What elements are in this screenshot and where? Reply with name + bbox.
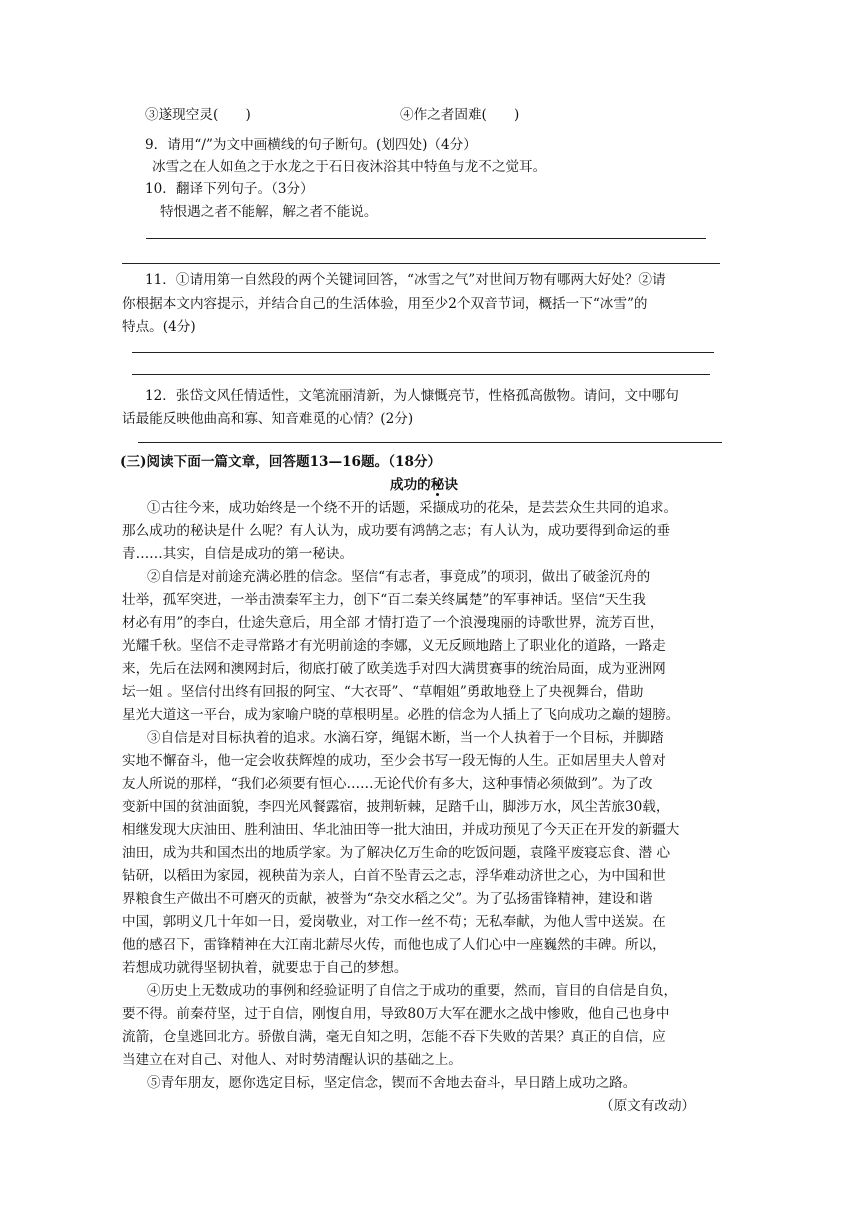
article-line: 油田，成为共和国杰出的地质学家。为了解决亿万生命的吃饭问题，袁隆平废寝忘食、潜 心 — [122, 845, 671, 861]
q10-answer-line-2[interactable] — [122, 263, 720, 264]
article-line: 界粮食生产做出不可磨灭的贡献，被誉为“杂交水稻之父”。为了弘扬雷锋精神，建设和谐 — [122, 891, 653, 907]
q11-line-2: 你根据本文内容提示，并结合自己的生活体验，用至少2个双音节词，概括一下“冰雪”的 — [122, 296, 648, 312]
article-line: 青……其实，自信是成功的第一秘诀。 — [122, 546, 354, 562]
article-line: 壮举，孤军突进，一举击溃秦军主力，创下“百二秦关终属楚”的军事神话。坚信“天生我 — [122, 592, 646, 608]
q10-sentence: 特恨遇之者不能解，解之者不能说。 — [160, 204, 378, 220]
article-title-pre: 成功的 — [390, 477, 431, 493]
q9-sentence: 冰雪之在人如鱼之于水龙之于石日夜沐浴其中特鱼与龙不之觉耳。 — [152, 159, 547, 175]
article-line: 来，先后在法网和澳网封后，彻底打破了欧美选手对四大满贯赛事的统治局面，成为亚洲网 — [122, 661, 666, 677]
article-line: 若想成功就得坚韧执着，就要忠于自己的梦想。 — [122, 960, 408, 976]
article-line: 中国，郭明义几十年如一日，爱岗敬业，对工作一丝不苟；无私奉献，为他人雪中送炭。在 — [122, 914, 666, 930]
article-line: ②自信是对前途充满必胜的信念。坚信“有志者，事竟成”的项羽，做出了破釜沉舟的 — [147, 569, 651, 585]
article-line: 相继发现大庆油田、胜利油田、华北油田等一批大油田，并成功预见了今天正在开发的新疆大 — [122, 822, 680, 838]
article-line: ①古往今来，成功始终是一个绕不开的话题，采撷成功的花朵，是芸芸众生共同的追求。 — [147, 500, 678, 516]
q11-answer-line-1[interactable] — [132, 352, 714, 353]
article-line: 钻研，以稻田为家园，视秧苗为亲人，白首不坠青云之志，浮华难动济世之心，为中国和世 — [122, 868, 666, 884]
article-line: 实地不懈奋斗，他一定会收获辉煌的成功，至少会书写一段无悔的人生。正如居里夫人曾对 — [122, 753, 666, 769]
q12-line-1: 12．张岱文风任情适性，文笔流丽清新，为人慷慨亮节，性格孤高傲物。请问，文中哪句 — [145, 388, 679, 404]
q11-line-3: 特点。(4分) — [122, 319, 196, 335]
section-3-heading: (三)阅读下面一篇文章，回答题13—16题。（18分） — [120, 454, 442, 470]
article-line: 流箭，仓皇逃回北方。骄傲自满，毫无自知之明，怎能不吞下失败的苦果？真正的自信，应 — [122, 1029, 666, 1045]
q8-item-3: ③遂现空灵( ) — [145, 107, 251, 123]
q11-line-1: 11．①请用第一自然段的两个关键词回答，“冰雪之气”对世间万物有哪两大好处？②请 — [145, 272, 666, 288]
article-line: 坛一姐 。坚信付出终有回报的阿宝、“大衣哥”、“草帽姐”勇敢地登上了央视舞台，借助 — [122, 684, 644, 700]
article-source-note: （原文有改动） — [600, 1098, 696, 1114]
article-line: 星光大道这一平台，成为家喻户晓的草根明星。必胜的信念为人插上了飞向成功之巅的翅膀。 — [122, 707, 680, 723]
article-line: 光耀千秋。坚信不走寻常路才有光明前途的李娜，义无反顾地踏上了职业化的道路，一路走 — [122, 638, 666, 654]
article-line: 材必有用”的李白，仕途失意后，用全部 才情打造了一个浪漫瑰丽的诗歌世界，流芳百世， — [122, 615, 664, 631]
article-line: 友人所说的那样，“我们必须要有恒心……无论代价有多大，这种事情必须做到”。为了改 — [122, 776, 653, 792]
article-line: 变新中国的贫油面貌，李四光风餐露宿，披荆斩棘，足踏千山，脚涉万水，风尘苦旅30载， — [122, 799, 670, 815]
article-title-post: 诀 — [444, 477, 458, 493]
q10-answer-line-1[interactable] — [146, 238, 706, 239]
article-title-dotted-char: 秘 — [430, 477, 445, 493]
q10-prompt: 10．翻译下列句子。（3分） — [145, 181, 314, 197]
q12-line-2: 话最能反映他曲高和寡、知音难觅的心情？(2分) — [122, 411, 414, 427]
article-title — [390, 474, 458, 496]
article-line: 当建立在对自己、对他人、对时势清醒认识的基础之上。 — [122, 1052, 462, 1068]
article-line: 他的感召下，雷锋精神在大江南北薪尽火传，而他也成了人们心中一座巍然的丰碑。所以， — [122, 937, 666, 953]
article-line: ④历史上无数成功的事例和经验证明了自信之于成功的重要，然而，盲目的自信是自负， — [147, 983, 678, 999]
q9-prompt: 9．请用“/”为文中画横线的句子断句。(划四处)（4分） — [145, 137, 477, 153]
article-line: 要不得。前秦苻坚，过于自信，刚愎自用，导致80万大军在淝水之战中惨败，他自己也身中 — [122, 1006, 670, 1022]
q8-item-4: ④作之者固难( ) — [400, 107, 520, 123]
q11-answer-line-2[interactable] — [132, 374, 710, 375]
article-line: 那么成功的秘诀是什 么呢？有人认为，成功要有鸿鹄之志；有人认为，成功要得到命运的垂 — [122, 523, 671, 539]
article-line: ③自信是对目标执着的追求。水滴石穿，绳锯木断，当一个人执着于一个目标，并脚踏 — [147, 730, 664, 746]
q12-answer-line[interactable] — [138, 442, 722, 443]
article-line: ⑤青年朋友，愿你选定目标，坚定信念，锲而不舍地去奋斗，早日踏上成功之路。 — [147, 1075, 637, 1091]
